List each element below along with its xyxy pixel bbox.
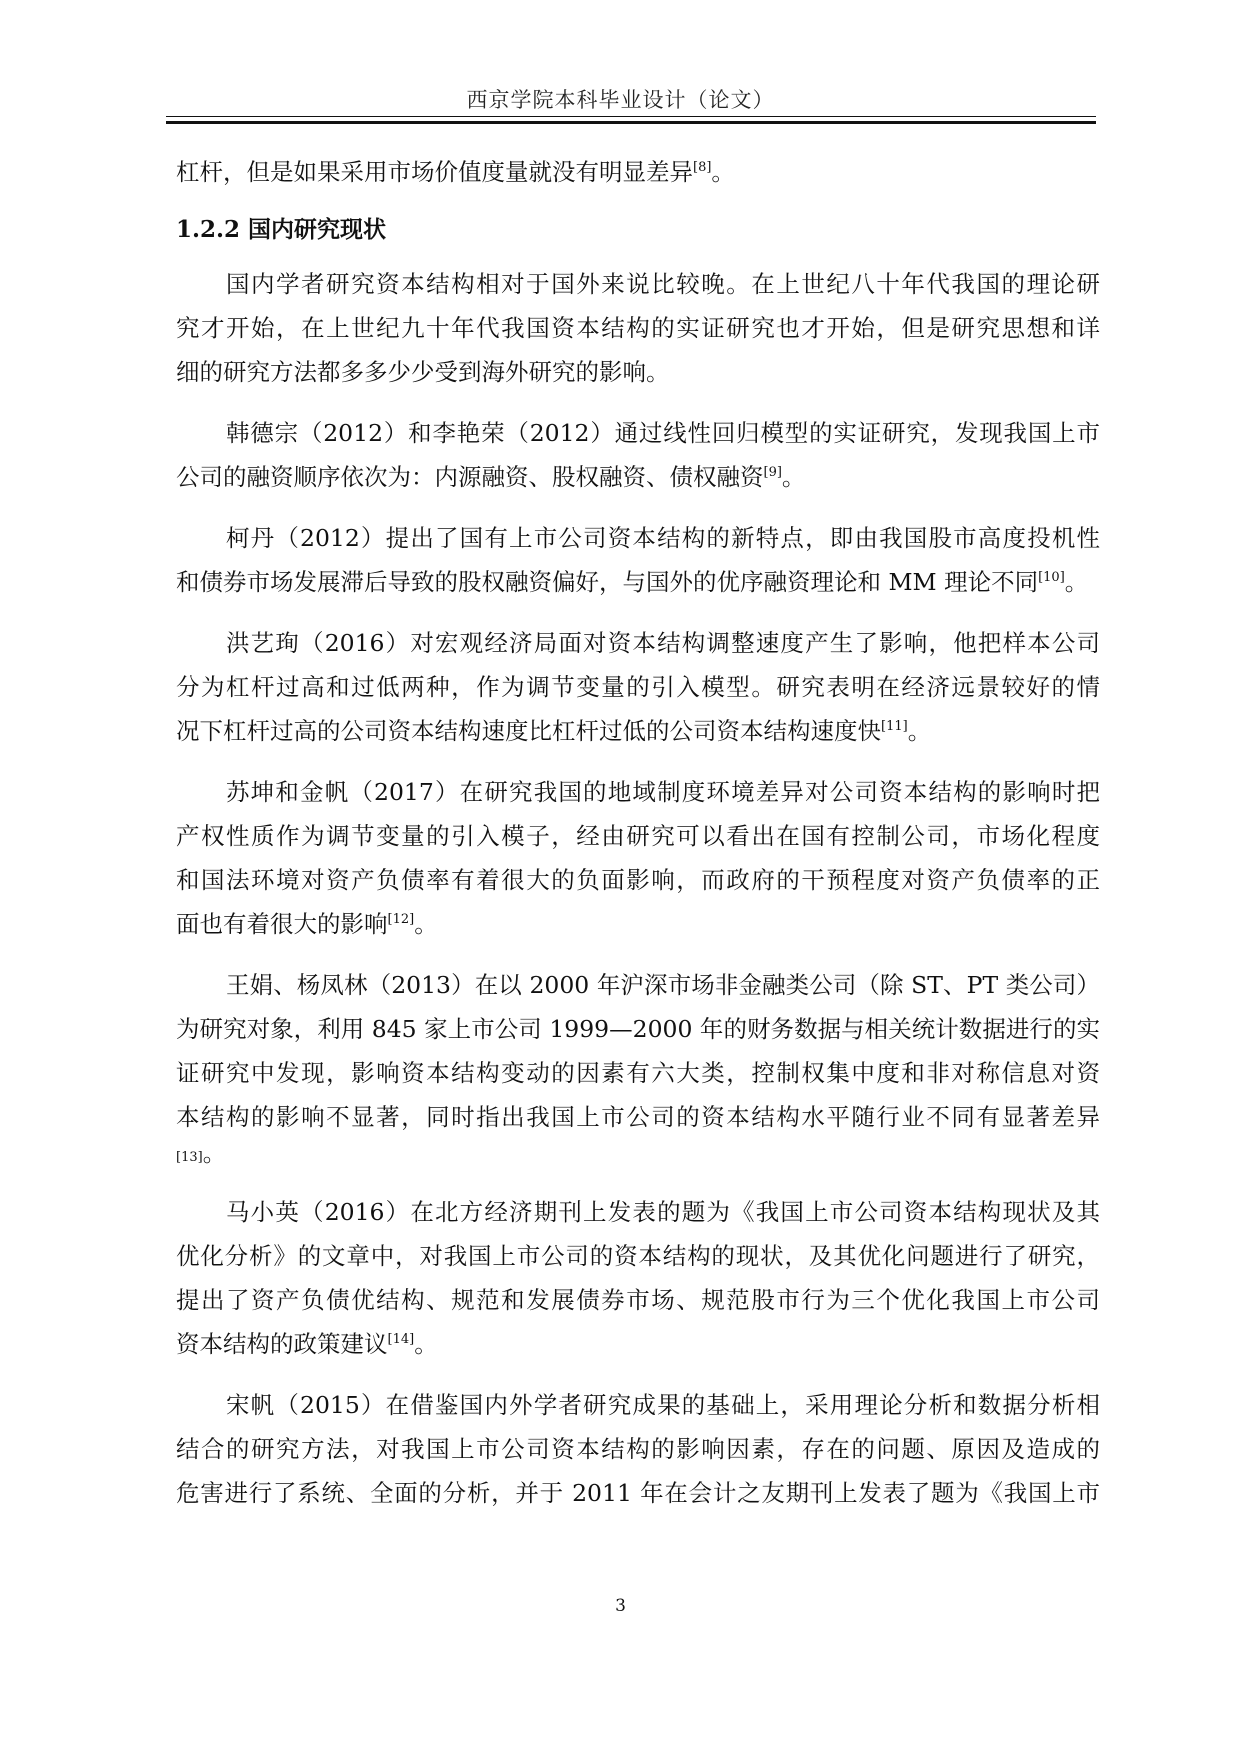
section-heading: 1.2.2 国内研究现状	[176, 216, 387, 243]
paragraph-3: 柯丹（2012）提出了国有上市公司资本结构的新特点，即由我国股市高度投机性 和债券市场发展滞后导致的股权融资偏好，与国外的优序融资理论和 MM 理论不同[10]。	[176, 524, 1100, 596]
running-header: 西京学院本科毕业设计（论文）	[466, 88, 775, 112]
paragraph-5: 苏坤和金帆（2017）在研究我国的地域制度环境差异对公司资本结构的影响时把 产权性质作为调节变量的引入模子，经由研究可以看出在国有控制公司，市场化程度 和国法环境对资产负债率有着很大的负面影响，而政府的干预程度对资产负债率的正 面也有着很大的影响[12]。	[176, 778, 1100, 938]
citation: [10]	[1038, 570, 1065, 585]
paragraph-6: 王娟、杨凤林（2013）在以 2000 年沪深市场非金融类公司（除 ST、PT 类公司） 为研究对象，利用 845 家上市公司 1999—2000 年的财务数据与相关统计数据进行的实 证研究中发现，影响资本结构变动的因素有六大类，控制权集中度和非对称信息对资 本结构的影响不显著，同时指出我国上市公司的资本结构水平随行业不同有显著差异 [13]。	[176, 971, 1100, 1167]
paragraph-2: 韩德宗（2012）和李艳荣（2012）通过线性回归模型的实证研究，发现我国上市 公司的融资顺序依次为：内源融资、股权融资、债权融资[9]。	[176, 419, 1100, 491]
paragraph-1: 国内学者研究资本结构相对于国外来说比较晚。在上世纪八十年代我国的理论研 究才开始，在上世纪九十年代我国资本结构的实证研究也才开始，但是研究思想和详 细的研究方法都多多少少受到海外研究的影响。	[176, 270, 1100, 386]
citation: [11]	[881, 719, 908, 734]
page-number: 3	[615, 1596, 626, 1616]
citation: [14]	[387, 1332, 415, 1347]
paragraph-continuation: 杠杆，但是如果采用市场价值度量就没有明显差异[8]。	[176, 158, 735, 186]
citation: [9]	[763, 465, 782, 480]
paragraph-4: 洪艺珣（2016）对宏观经济局面对资本结构调整速度产生了影响，他把样本公司 分为杠杆过高和过低两种，作为调节变量的引入模型。研究表明在经济远景较好的情 况下杠杆过高的公司资本结构速度比杠杆过低的公司资本结构速度快[11]。	[176, 629, 1100, 745]
paragraph-8: 宋帆（2015）在借鉴国内外学者研究成果的基础上，采用理论分析和数据分析相 结合的研究方法，对我国上市公司资本结构的影响因素，存在的问题、原因及造成的 危害进行了系统、全面的分析，并于 2011 年在会计之友期刊上发表了题为《我国上市	[176, 1391, 1100, 1507]
body-text	[176, 150, 1100, 1515]
header-rule-thin	[166, 116, 1096, 117]
citation: [8]	[693, 160, 712, 175]
header-rule-thick	[166, 121, 1096, 124]
paragraph-7: 马小英（2016）在北方经济期刊上发表的题为《我国上市公司资本结构现状及其 优化分析》的文章中，对我国上市公司的资本结构的现状，及其优化问题进行了研究， 提出了资产负债优结构、规范和发展债券市场、规范股市行为三个优化我国上市公司 资本结构的政策建议[14]。	[176, 1198, 1100, 1358]
citation: [12]	[387, 912, 415, 927]
citation: [13]	[176, 1150, 203, 1165]
